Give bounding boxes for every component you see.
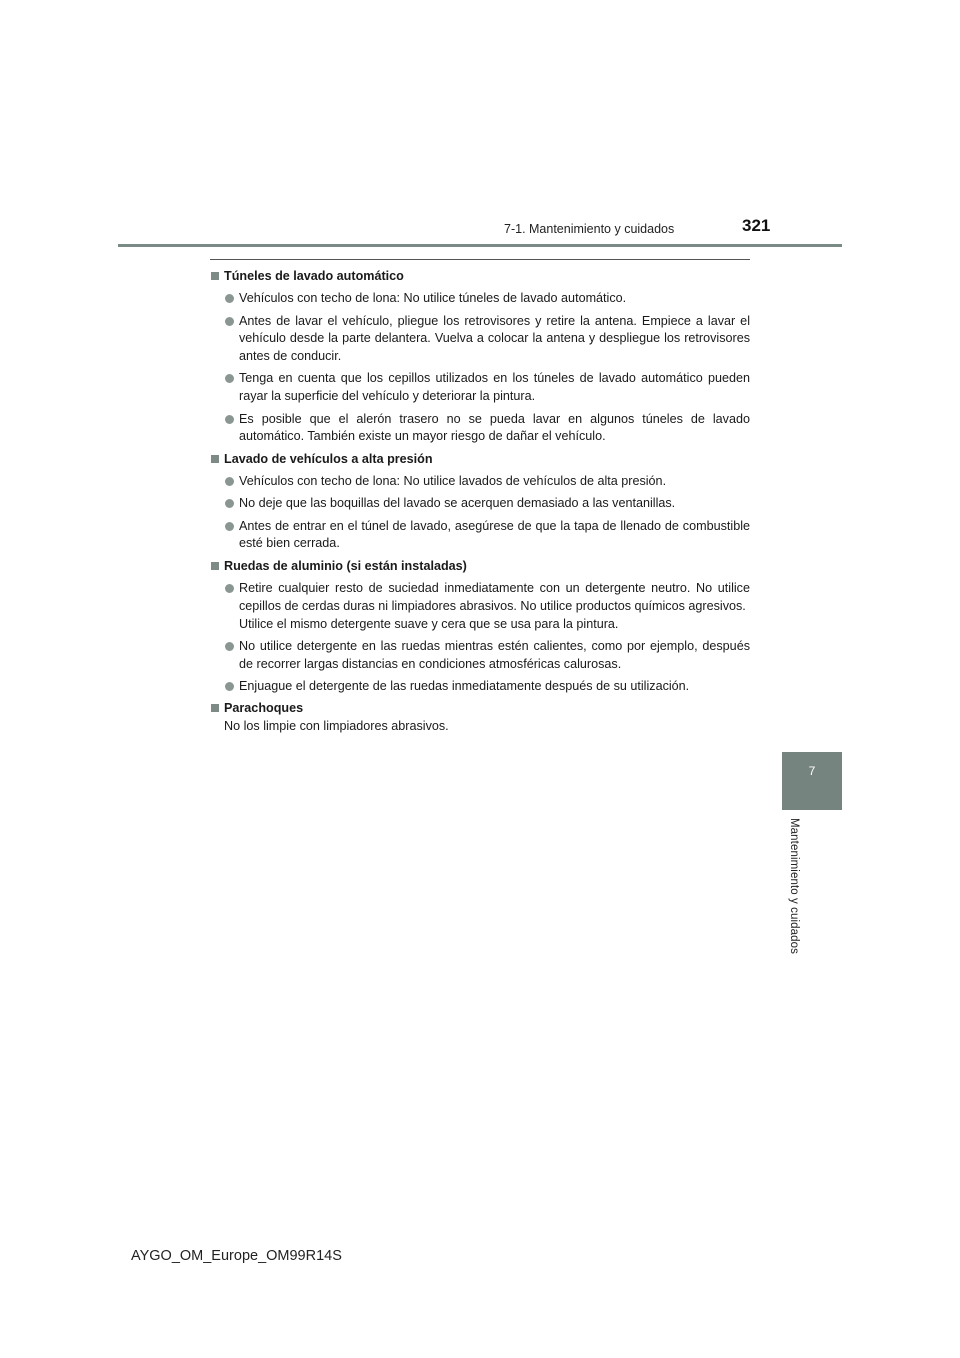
list-item [211,370,750,406]
section-title-text: Lavado de vehículos a alta presión [224,451,433,466]
section-title [211,451,750,469]
section-title [211,268,750,286]
list-item-text: No utilice detergente en las ruedas mientras estén calientes, como por ejemplo, después de recorrer largas distancias en condiciones atmosféricas calurosas. [239,638,750,671]
square-bullet-icon [211,272,219,280]
list-item-extra-text: Utilice el mismo detergente suave y cera que se usa para la pintura. [239,616,619,631]
section-text: No los limpie con limpiadores abrasivos. [224,719,449,734]
page-number: 321 [742,216,771,235]
chapter-number: 7 [808,764,816,778]
list-item [211,495,750,513]
section-title-text: Ruedas de aluminio (si están instaladas) [224,558,467,573]
list-item [211,473,750,491]
list-item-text: Vehículos con techo de lona: No utilice túneles de lavado automático. [239,291,627,306]
circle-bullet-icon [225,317,234,326]
circle-bullet-icon [225,374,234,383]
section-title [211,700,750,718]
list-item-text: Tenga en cuenta que los cepillos utilizados en los túneles de lavado automático pueden rayar la superficie del vehículo y deteriorar la pintura. [239,371,750,404]
section-title [211,558,750,576]
section-title-text: Parachoques [224,701,304,716]
list-item-text: Es posible que el alerón trasero no se pueda lavar en algunos túneles de lavado automático. También existe un mayor riesgo de dañar el vehículo. [239,411,750,444]
circle-bullet-icon [225,294,234,303]
list-item-text: Vehículos con techo de lona: No utilice lavados de vehículos de alta presión. [239,473,667,488]
list-item-text: Antes de entrar en el túnel de lavado, asegúrese de que la tapa de llenado de combustible esté bien cerrada. [239,518,750,551]
circle-bullet-icon [225,522,234,531]
circle-bullet-icon [225,499,234,508]
header-divider [118,244,842,247]
circle-bullet-icon [225,642,234,651]
circle-bullet-icon [225,682,234,691]
square-bullet-icon [211,562,219,570]
section-title-text: Túneles de lavado automático [224,269,404,283]
circle-bullet-icon [225,415,234,424]
circle-bullet-icon [225,584,234,593]
list-item-text: Enjuague el detergente de las ruedas inmediatamente después de su utilización. [239,678,690,693]
list-item [211,313,750,366]
list-item [211,580,750,633]
circle-bullet-icon [225,477,234,486]
list-item-text: No deje que las boquillas del lavado se acerquen demasiado a las ventanillas. [239,496,676,511]
list-item [211,411,750,447]
page-content [211,268,750,736]
content-divider [210,259,750,260]
chapter-label: Mantenimiento y cuidados [788,818,800,955]
list-item-text: Antes de lavar el vehículo, pliegue los retrovisores y retire la antena. Empiece a lavar el vehículo desde la parte delantera. Vuelva a colocar la antena y despliegue los retrovisores antes de conducir. [239,313,750,364]
list-item-text: Retire cualquier resto de suciedad inmediatamente con un detergente neutro. No utilice cepillos de cerdas duras ni limpiadores abrasivos. No utilice productos químicos agresivos. [239,580,750,613]
section-header: 7-1. Mantenimiento y cuidados [504,222,675,236]
square-bullet-icon [211,455,219,463]
list-item [211,678,750,696]
chapter-tab[interactable] [782,752,842,810]
list-item [211,638,750,674]
list-item [211,290,750,308]
list-item [211,518,750,554]
square-bullet-icon [211,704,219,712]
document-code: AYGO_OM_Europe_OM99R14S [131,1248,342,1264]
